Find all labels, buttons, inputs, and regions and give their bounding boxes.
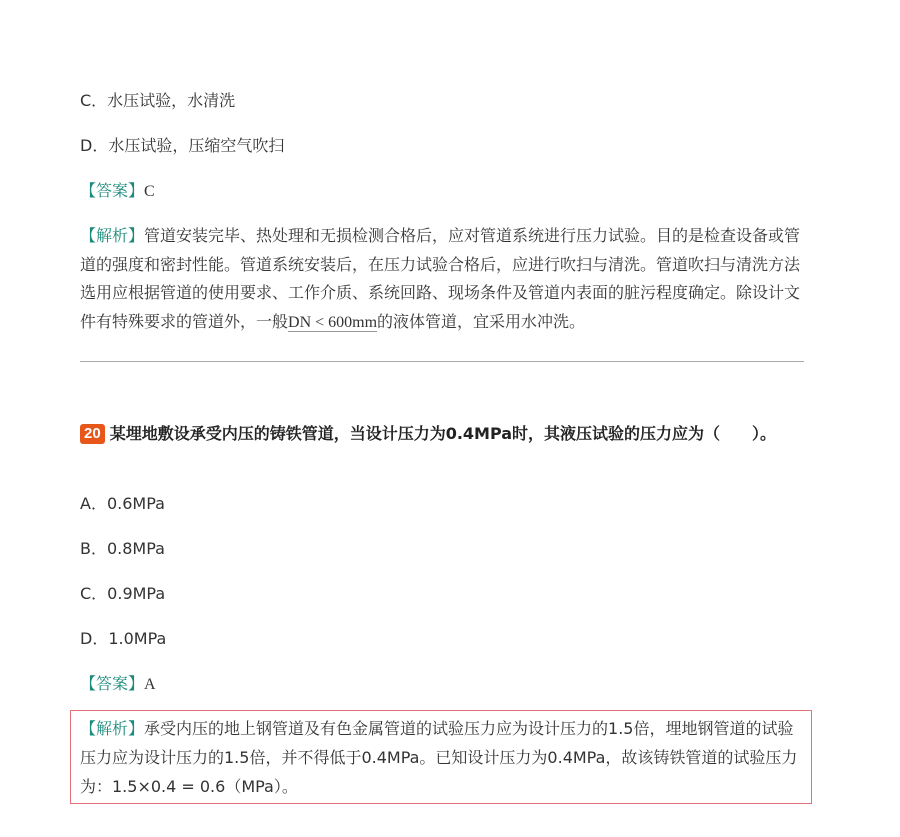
analysis-underlined-term: DN < 600mm — [288, 313, 378, 331]
analysis-text-end: 的液体管道，宜采用水冲洗。 — [377, 311, 586, 331]
answer-label: 【答案】 — [80, 674, 145, 693]
option-b: B．0.8MPa — [80, 539, 165, 558]
answer-value: A — [144, 676, 156, 693]
analysis-text: 管道安装完毕、热处理和无损检测合格后，应对管道系统进行压力试验。目的是检查设备或管道的强度和密封性能。管道系统安装后，在压力试验合格后，应进行吹扫与清洗。管道吹扫与清洗方法选用应根据管道的使用要求、工作介质、系统回路、现场条件及管道内表面的脏污程度确定。除设计文件有特殊要求的管道外，一般 — [80, 226, 801, 331]
analysis-text: 承受内压的地上钢管道及有色金属管道的试验压力应为设计压力的1.5倍，埋地钢管道的试验压力应为设计压力的1.5倍，并不得低于0.4MPa。已知设计压力为0.4MPa，故该铸铁管道的试验压力为：1.5×0.4 = 0.6（MPa）。 — [80, 719, 798, 796]
analysis-paragraph — [80, 714, 804, 801]
question-stem — [80, 418, 810, 449]
analysis-label: 【解析】 — [80, 719, 145, 738]
answer-label: 【答案】 — [80, 181, 145, 200]
section-divider — [80, 361, 804, 362]
answer-row — [80, 673, 156, 696]
question-stem-text: 某埋地敷设承受内压的铸铁管道，当设计压力为0.4MPa时，其液压试验的压力应为（ ）。 — [109, 424, 777, 443]
answer-row — [80, 180, 155, 203]
option-d: D．1.0MPa — [80, 629, 167, 648]
option-c: C．0.9MPa — [80, 584, 166, 603]
analysis-paragraph — [80, 222, 804, 337]
option-a: A．0.6MPa — [80, 494, 165, 513]
answer-value: C — [144, 183, 155, 200]
analysis-label: 【解析】 — [80, 226, 145, 245]
option-c: C．水压试验，水清洗 — [80, 91, 236, 110]
question-number-badge: 20 — [80, 424, 105, 444]
option-d: D．水压试验，压缩空气吹扫 — [80, 136, 285, 155]
